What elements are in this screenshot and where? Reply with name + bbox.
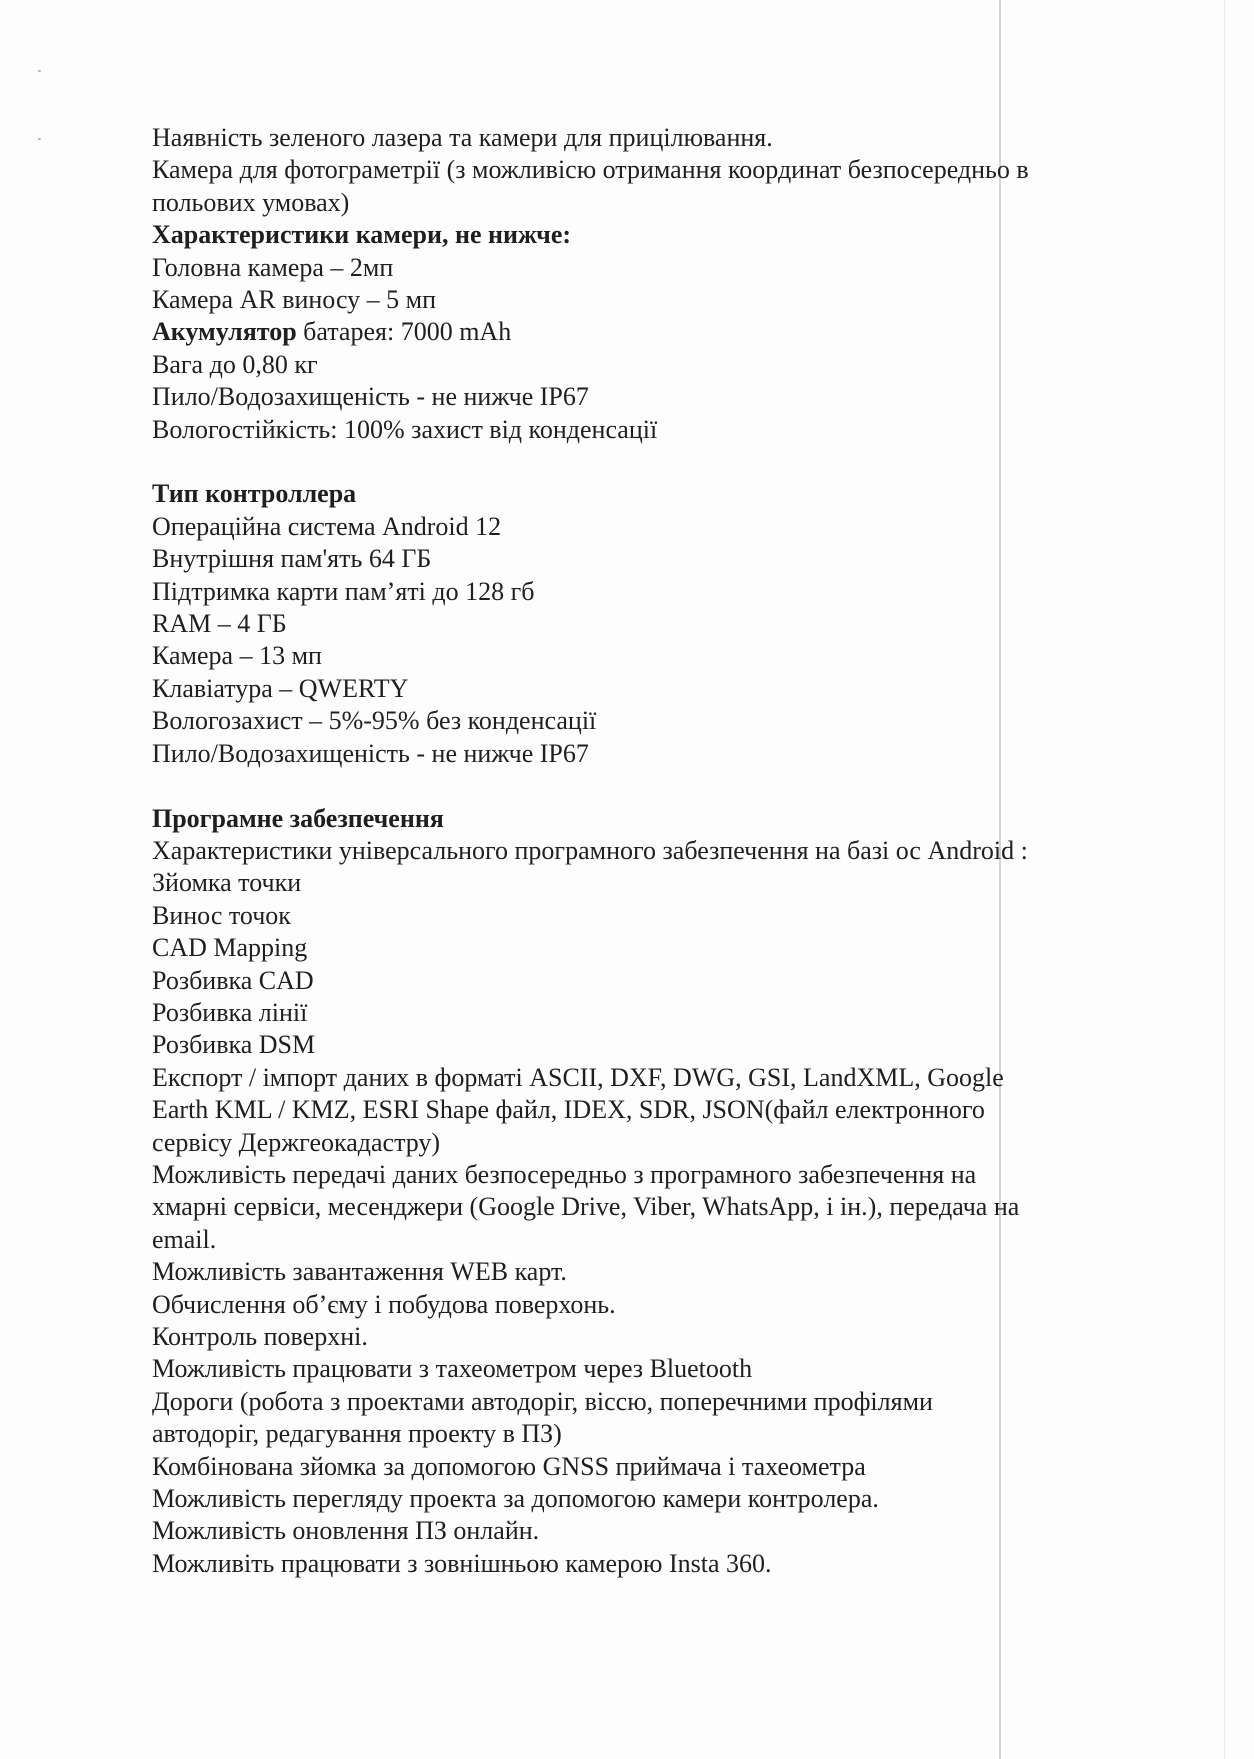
- text-line: Вологостійкість: 100% захист від конденсації: [152, 414, 658, 444]
- text-line: Вага до 0,80 кг: [152, 349, 318, 379]
- text-line: Можливість оновлення ПЗ онлайн.: [152, 1516, 540, 1546]
- text-line: Розбивка CAD: [152, 965, 314, 995]
- paragraph-gap: [152, 446, 1152, 478]
- document-body: [152, 122, 1152, 1580]
- text-line: email.: [152, 1224, 217, 1254]
- text-line: Пило/Водозахищеність - не нижче IP67: [152, 382, 589, 412]
- text-line: Експорт / імпорт даних в форматі ASCII, DXF, DWG, GSI, LandXML, Google: [152, 1062, 1004, 1092]
- text-line: Зйомка точки: [152, 868, 302, 898]
- text-line: сервісу Держгеокадастру): [152, 1127, 441, 1157]
- text-line: Винос точок: [152, 900, 291, 930]
- text-line: Внутрішня пам'ять 64 ГБ: [152, 544, 432, 574]
- battery-line: [152, 316, 1152, 348]
- text-line: RAM – 4 ГБ: [152, 609, 287, 639]
- text-line: Earth KML / KMZ, ESRI Shape файл, IDEX, SDR, JSON(файл електронного: [152, 1095, 985, 1125]
- text-line: Вологозахист – 5%-95% без конденсації: [152, 706, 597, 736]
- text-line: Камера AR виносу – 5 мп: [152, 285, 437, 315]
- text-line: Розбивка DSM: [152, 1030, 316, 1060]
- text-line: автодоріг, редагування проекту в ПЗ): [152, 1419, 562, 1449]
- text-line: Клавіатура – QWERTY: [152, 673, 409, 703]
- text-line: Камера для фотограметрії (з можливісю отримання координат безпосередньо в: [152, 155, 1029, 185]
- text-line: Комбінована зйомка за допомогою GNSS приймача і тахеометра: [152, 1451, 866, 1481]
- text-line: Підтримка карти пам’яті до 128 гб: [152, 576, 535, 606]
- text-line: Характеристики універсального програмного забезпечення на базі ос Android :: [152, 835, 1028, 865]
- text-line: CAD Mapping: [152, 933, 308, 963]
- battery-label: Акумулятор: [152, 317, 297, 347]
- text-line: Можливість працювати з тахеометром через Bluetooth: [152, 1354, 753, 1384]
- scan-speck: [38, 138, 41, 140]
- text-line: польових умовах): [152, 187, 350, 217]
- text-line: Пило/Водозахищеність - не нижче IP67: [152, 738, 589, 768]
- text-line: Контроль поверхні.: [152, 1322, 368, 1351]
- paragraph-gap: [152, 770, 1152, 802]
- battery-value: батарея: 7000 mAh: [296, 317, 512, 347]
- text-line: Можливість передачі даних безпосередньо з програмного забезпечення на: [152, 1159, 977, 1189]
- text-line: Можливіть працювати з зовнішньою камерою Insta 360.: [152, 1548, 772, 1578]
- camera-specs-heading: Характеристики камери, не нижче:: [152, 220, 572, 250]
- software-heading: Програмне забезпечення: [152, 803, 444, 833]
- controller-heading: Тип контроллера: [152, 479, 357, 509]
- scan-edge-line: [1224, 0, 1225, 1759]
- text-line: Можливість завантаження WEB карт.: [152, 1257, 567, 1287]
- scan-speck: [38, 70, 41, 72]
- text-line: Операційна система Android 12: [152, 511, 502, 541]
- text-line: Дороги (робота з проектами автодоріг, віссю, поперечними профілями: [152, 1386, 933, 1416]
- text-line: Головна камера – 2мп: [152, 252, 394, 282]
- text-line: Обчислення об’єму і побудова поверхонь.: [152, 1289, 616, 1319]
- text-line: Наявність зеленого лазера та камери для прицілювання.: [152, 123, 773, 152]
- text-line: Камера – 13 мп: [152, 641, 322, 671]
- text-line: Розбивка лінії: [152, 997, 308, 1027]
- text-line: хмарні сервіси, месенджери (Google Drive, Viber, WhatsApp, і ін.), передача на: [152, 1192, 1020, 1222]
- text-line: Можливість перегляду проекта за допомогою камери контролера.: [152, 1484, 879, 1514]
